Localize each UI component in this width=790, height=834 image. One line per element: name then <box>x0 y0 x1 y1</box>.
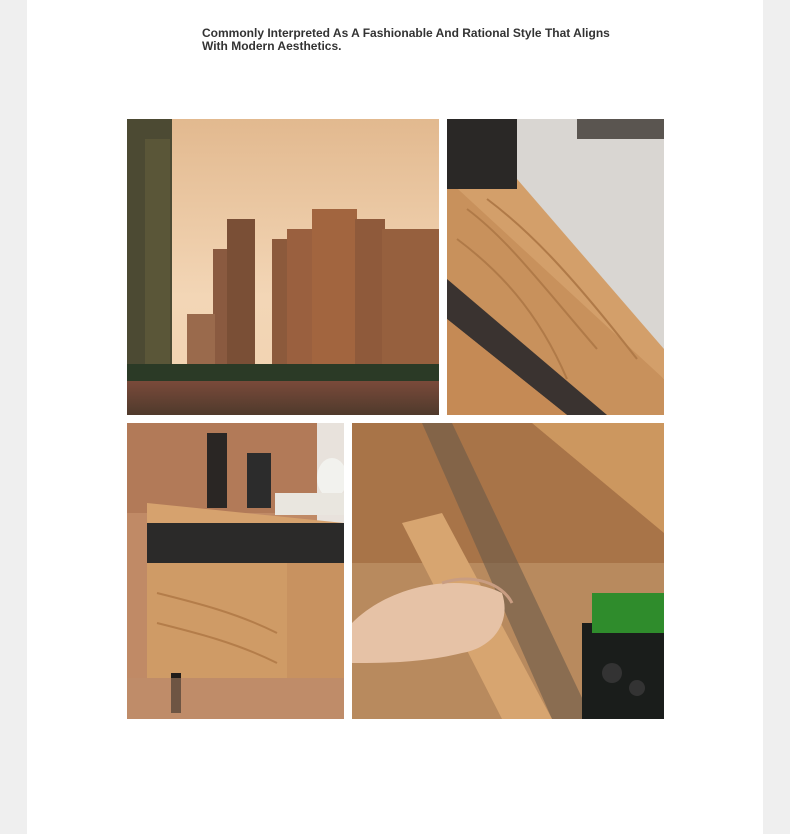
drawer-detail-photo <box>352 423 664 719</box>
product-detail-panel <box>27 0 763 834</box>
tv-cabinet-photo <box>127 423 344 719</box>
description-text <box>202 27 622 53</box>
wood-surface-photo <box>447 119 664 415</box>
description-line-1: Commonly Interpreted As A Fashionable And Rational Style That Aligns <box>202 26 610 40</box>
description-line-2: With Modern Aesthetics. <box>202 39 342 53</box>
city-skyline-photo <box>127 119 439 415</box>
